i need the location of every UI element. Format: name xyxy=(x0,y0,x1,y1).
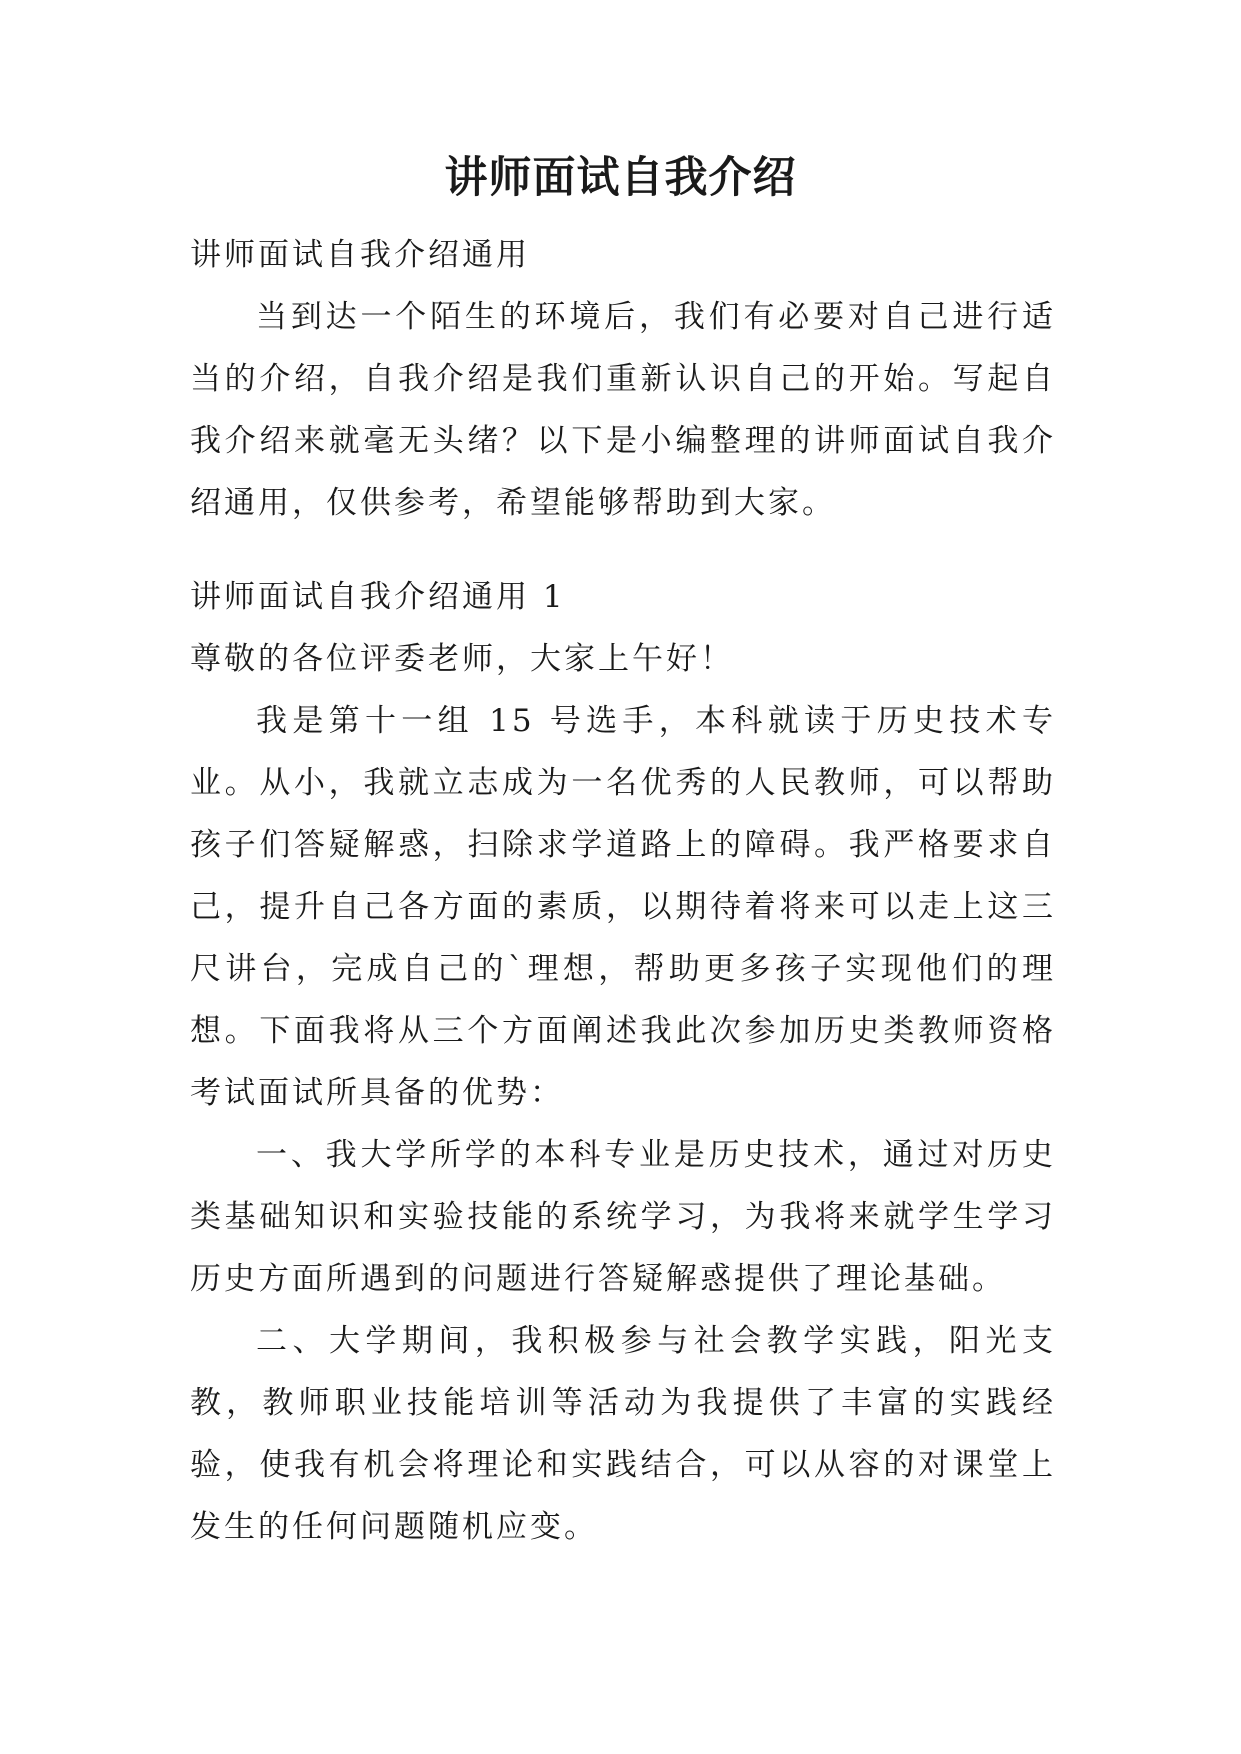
intro-section xyxy=(190,224,1056,534)
section-1 xyxy=(190,566,1056,1558)
greeting: 尊敬的各位评委老师，大家上午好！ xyxy=(190,641,734,677)
section-1-heading: 讲师面试自我介绍通用 1 xyxy=(190,579,566,615)
paragraph-point-one: 一、我大学所学的本科专业是历史技术，通过对历史类基础知识和实验技能的系统学习，为我将来就学生学习历史方面所遇到的问题进行答疑解惑提供了理论基础。 xyxy=(190,1137,1056,1297)
document-title: 讲师面试自我介绍 xyxy=(444,153,797,203)
paragraph-self-intro: 我是第十一组 15 号选手，本科就读于历史技术专业。从小，我就立志成为一名优秀的人民教师，可以帮助孩子们答疑解惑，扫除求学道路上的障碍。我严格要求自己，提升自己各方面的素质，以期待着将来可以走上这三尺讲台，完成自己的`理想，帮助更多孩子实现他们的理想。下面我将从三个方面阐述我此次参加历史类教师资格考试面试所具备的优势： xyxy=(190,703,1056,1111)
paragraph-point-two: 二、大学期间，我积极参与社会教学实践，阳光支教，教师职业技能培训等活动为我提供了丰富的实践经验，使我有机会将理论和实践结合，可以从容的对课堂上发生的任何问题随机应变。 xyxy=(190,1323,1056,1545)
intro-heading: 讲师面试自我介绍通用 xyxy=(190,237,530,273)
intro-paragraph: 当到达一个陌生的环境后，我们有必要对自己进行适当的介绍，自我介绍是我们重新认识自己的开始。写起自我介绍来就毫无头绪？以下是小编整理的讲师面试自我介绍通用，仅供参考，希望能够帮助到大家。 xyxy=(190,299,1056,521)
